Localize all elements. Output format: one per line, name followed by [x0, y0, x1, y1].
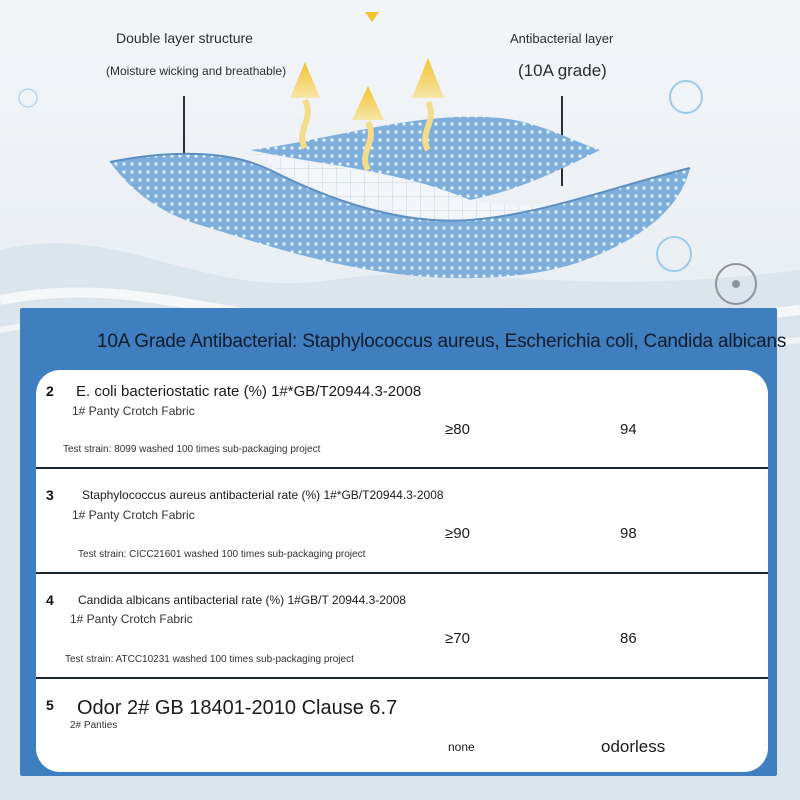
antibacterial-layer-label: Antibacterial layer: [510, 31, 614, 46]
row-number: 4: [46, 592, 54, 608]
row-result: odorless: [601, 737, 666, 756]
row-subtitle: 1# Panty Crotch Fabric: [70, 612, 193, 626]
row-number: 2: [46, 383, 54, 399]
row-divider: [36, 677, 768, 679]
row-result: 98: [620, 525, 637, 542]
moisture-wicking-label: (Moisture wicking and breathable): [106, 64, 287, 78]
row-divider: [36, 572, 768, 574]
row-strain: Test strain: CICC21601 washed 100 times sub-packaging project: [78, 549, 366, 560]
row-divider: [36, 467, 768, 469]
row-result: 94: [620, 421, 637, 438]
row-title: Odor 2# GB 18401-2010 Clause 6.7: [77, 697, 398, 719]
double-layer-label: Double layer structure: [116, 30, 253, 46]
row-number: 5: [46, 697, 54, 713]
panel-title: 10A Grade Antibacterial: Staphylococcus aureus, Escherichia coli, Candida albicans: [97, 331, 787, 352]
row-standard: none: [448, 740, 475, 754]
fabric-layer-illustration: [0, 0, 800, 330]
row-subtitle: 2# Panties: [70, 720, 118, 731]
grade-label: (10A grade): [518, 61, 607, 80]
row-subtitle: 1# Panty Crotch Fabric: [72, 404, 195, 418]
row-standard: ≥90: [445, 525, 470, 542]
down-arrow-icon: [365, 12, 379, 22]
row-strain: Test strain: 8099 washed 100 times sub-packaging project: [63, 444, 321, 455]
row-subtitle: 1# Panty Crotch Fabric: [72, 508, 195, 522]
row-result: 86: [620, 630, 637, 647]
row-title: Staphylococcus aureus antibacterial rate (%) 1#*GB/T20944.3-2008: [82, 488, 444, 502]
row-title: E. coli bacteriostatic rate (%) 1#*GB/T20944.3-2008: [76, 383, 422, 400]
row-standard: ≥80: [445, 421, 470, 438]
row-standard: ≥70: [445, 630, 470, 647]
row-strain: Test strain: ATCC10231 washed 100 times sub-packaging project: [65, 654, 354, 665]
row-title: Candida albicans antibacterial rate (%) 1#GB/T 20944.3-2008: [78, 593, 406, 607]
row-number: 3: [46, 487, 54, 503]
